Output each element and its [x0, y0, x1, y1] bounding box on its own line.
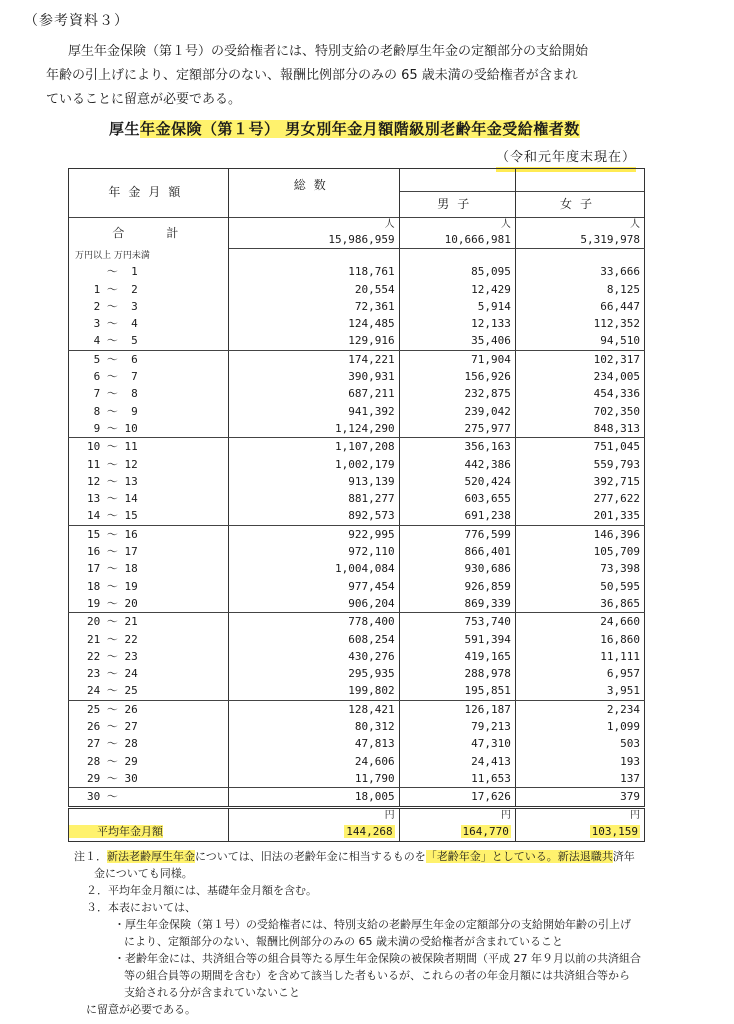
table-row [69, 525, 645, 543]
table-row [69, 507, 645, 525]
avg-total: 144,268 [228, 823, 399, 842]
note-bullet-2: ・老齢年金には、共済組合等の組合員等たる厚生年金保険の被保険者期間（平成 27 年９月以前の共済組合 [114, 952, 641, 965]
header-female: 女子 [515, 192, 644, 218]
table-row [69, 631, 645, 648]
male-cell: 776,599 [399, 525, 515, 543]
total-female: 5,319,978 [515, 231, 644, 249]
male-cell: 195,851 [399, 682, 515, 700]
male-cell: 126,187 [399, 700, 515, 718]
range-label: 3 ～ 4 [69, 315, 229, 332]
table-row [69, 420, 645, 438]
total-cell: 906,204 [228, 595, 399, 613]
female-cell: 392,715 [515, 473, 644, 490]
table-row [69, 403, 645, 420]
female-cell: 848,313 [515, 420, 644, 438]
female-cell: 50,595 [515, 578, 644, 595]
male-cell: 79,213 [399, 718, 515, 735]
female-cell: 33,666 [515, 263, 644, 280]
female-cell: 1,099 [515, 718, 644, 735]
total-cell: 118,761 [228, 263, 399, 280]
male-cell: 288,978 [399, 665, 515, 682]
avg-label: 平均年金月額 [69, 823, 229, 842]
range-label: 9 ～ 10 [69, 420, 229, 438]
title-highlighted: 年金保険（第１号） 男女別年金月額階級別老齢年金受給権者数 [140, 120, 580, 138]
total-cell: 11,790 [228, 770, 399, 788]
range-label: 23 ～ 24 [69, 665, 229, 682]
table-row [69, 298, 645, 315]
table-row [69, 332, 645, 350]
female-cell: 454,336 [515, 385, 644, 402]
total-label: 合 計 [69, 218, 229, 249]
female-cell: 702,350 [515, 403, 644, 420]
female-cell: 751,045 [515, 438, 644, 456]
table-row [69, 263, 645, 280]
as-of-date: （令和元年度末現在） [496, 146, 636, 172]
table-row [69, 578, 645, 595]
note-1: 注１．新法老齢厚生年金については、旧法の老齢年金に相当するものを「老齢年金」としている。新法退職共済年 [74, 850, 635, 863]
intro-line: 年齢の引上げにより、定額部分のない、報酬比例部分のみの 65 歳未満の受給権者が含まれ [46, 68, 578, 83]
table-row [69, 613, 645, 631]
total-cell: 128,421 [228, 700, 399, 718]
total-overall: 15,986,959 [228, 231, 399, 249]
range-label: 11 ～ 12 [69, 456, 229, 473]
avg-female: 103,159 [515, 823, 644, 842]
note-bullet-1-cont: により、定額部分のない、報酬比例部分のみの 65 歳未満の受給権者が含まれていること [124, 935, 563, 948]
male-cell: 11,653 [399, 770, 515, 788]
total-cell: 1,004,084 [228, 560, 399, 577]
unit-person: 人 [399, 218, 515, 232]
total-cell: 941,392 [228, 403, 399, 420]
range-label: 4 ～ 5 [69, 332, 229, 350]
female-cell: 66,447 [515, 298, 644, 315]
table-row [69, 438, 645, 456]
title-prefix: 厚生 [109, 120, 141, 138]
range-label: 19 ～ 20 [69, 595, 229, 613]
total-cell: 295,935 [228, 665, 399, 682]
male-cell: 239,042 [399, 403, 515, 420]
range-label: 15 ～ 16 [69, 525, 229, 543]
range-label: 13 ～ 14 [69, 490, 229, 507]
male-cell: 71,904 [399, 350, 515, 368]
male-cell: 35,406 [399, 332, 515, 350]
table-row [69, 560, 645, 577]
female-cell: 3,951 [515, 682, 644, 700]
header-male: 男子 [399, 192, 515, 218]
table-row [69, 385, 645, 402]
range-label: 22 ～ 23 [69, 648, 229, 665]
header-total: 総数 [228, 169, 399, 218]
female-cell: 105,709 [515, 543, 644, 560]
table-row [69, 368, 645, 385]
total-cell: 913,139 [228, 473, 399, 490]
range-label: 16 ～ 17 [69, 543, 229, 560]
total-cell: 47,813 [228, 735, 399, 752]
total-cell: 199,802 [228, 682, 399, 700]
male-cell: 753,740 [399, 613, 515, 631]
total-cell: 778,400 [228, 613, 399, 631]
female-cell: 137 [515, 770, 644, 788]
total-cell: 129,916 [228, 332, 399, 350]
total-cell: 390,931 [228, 368, 399, 385]
note-bullet-2-cont: 等の組合員等の期間を含む）を含めて該当した者もいるが、これらの者の年金月額には共済組合等から [124, 969, 630, 982]
total-cell: 72,361 [228, 298, 399, 315]
female-cell: 16,860 [515, 631, 644, 648]
header-monthly-amount: 年金月額 [69, 169, 229, 218]
female-cell: 193 [515, 753, 644, 770]
range-label: 28 ～ 29 [69, 753, 229, 770]
total-cell: 124,485 [228, 315, 399, 332]
male-cell: 603,655 [399, 490, 515, 507]
total-cell: 1,002,179 [228, 456, 399, 473]
female-cell: 94,510 [515, 332, 644, 350]
male-cell: 12,133 [399, 315, 515, 332]
table-row [69, 682, 645, 700]
unit-person: 人 [228, 218, 399, 232]
total-male: 10,666,981 [399, 231, 515, 249]
range-label: 25 ～ 26 [69, 700, 229, 718]
total-cell: 24,606 [228, 753, 399, 770]
reference-label: （参考資料３） [24, 13, 129, 29]
table-row [69, 770, 645, 788]
male-cell: 24,413 [399, 753, 515, 770]
table-row [69, 700, 645, 718]
total-cell: 80,312 [228, 718, 399, 735]
total-cell: 1,124,290 [228, 420, 399, 438]
male-cell: 419,165 [399, 648, 515, 665]
intro-paragraph [46, 40, 686, 112]
range-label: 2 ～ 3 [69, 298, 229, 315]
total-cell: 972,110 [228, 543, 399, 560]
note-2: ２．平均年金月額には、基礎年金月額を含む。 [86, 884, 317, 897]
table-row [69, 315, 645, 332]
unit-yen: 円 [515, 807, 644, 823]
table-row [69, 473, 645, 490]
total-cell: 608,254 [228, 631, 399, 648]
table-row [69, 281, 645, 298]
female-cell: 6,957 [515, 665, 644, 682]
range-label: 21 ～ 22 [69, 631, 229, 648]
range-label: 14 ～ 15 [69, 507, 229, 525]
range-label: 17 ～ 18 [69, 560, 229, 577]
total-cell: 881,277 [228, 490, 399, 507]
female-cell: 8,125 [515, 281, 644, 298]
table-row [69, 735, 645, 752]
range-label: 6 ～ 7 [69, 368, 229, 385]
total-cell: 1,107,208 [228, 438, 399, 456]
table-row [69, 788, 645, 807]
unit-yen: 円 [228, 807, 399, 823]
male-cell: 926,859 [399, 578, 515, 595]
range-label: ～ 1 [69, 263, 229, 280]
note-bullet-1: ・厚生年金保険（第１号）の受給権者には、特別支給の老齢厚生年金の定額部分の支給開始年齢の引上げ [114, 918, 631, 931]
male-cell: 356,163 [399, 438, 515, 456]
male-cell: 47,310 [399, 735, 515, 752]
range-label: 30 ～ [69, 788, 229, 807]
total-cell: 892,573 [228, 507, 399, 525]
pension-table [68, 168, 645, 842]
range-label: 12 ～ 13 [69, 473, 229, 490]
table-row [69, 595, 645, 613]
range-label: 24 ～ 25 [69, 682, 229, 700]
male-cell: 442,386 [399, 456, 515, 473]
female-cell: 559,793 [515, 456, 644, 473]
male-cell: 520,424 [399, 473, 515, 490]
total-cell: 18,005 [228, 788, 399, 807]
intro-line: ていることに留意が必要である。 [46, 92, 242, 107]
unit-yen: 円 [399, 807, 515, 823]
female-cell: 277,622 [515, 490, 644, 507]
range-label: 20 ～ 21 [69, 613, 229, 631]
range-label: 26 ～ 27 [69, 718, 229, 735]
male-cell: 12,429 [399, 281, 515, 298]
table-row [69, 648, 645, 665]
female-cell: 73,398 [515, 560, 644, 577]
notes [74, 848, 694, 1018]
female-cell: 24,660 [515, 613, 644, 631]
table-row [69, 753, 645, 770]
table-row [69, 543, 645, 560]
note-3: ３．本表においては、 [86, 901, 196, 914]
male-cell: 275,977 [399, 420, 515, 438]
female-cell: 234,005 [515, 368, 644, 385]
unit-person: 人 [515, 218, 644, 232]
table-row [69, 350, 645, 368]
male-cell: 930,686 [399, 560, 515, 577]
male-cell: 866,401 [399, 543, 515, 560]
note-1-cont: 金についても同様。 [94, 867, 193, 880]
note-bullet-2-cont: 支給される分が含まれていないこと [124, 986, 300, 999]
range-label: 8 ～ 9 [69, 403, 229, 420]
total-cell: 977,454 [228, 578, 399, 595]
female-cell: 112,352 [515, 315, 644, 332]
male-cell: 85,095 [399, 263, 515, 280]
male-cell: 17,626 [399, 788, 515, 807]
range-label: 1 ～ 2 [69, 281, 229, 298]
table-row [69, 456, 645, 473]
total-cell: 922,995 [228, 525, 399, 543]
table-row [69, 718, 645, 735]
female-cell: 102,317 [515, 350, 644, 368]
range-label: 29 ～ 30 [69, 770, 229, 788]
range-label: 27 ～ 28 [69, 735, 229, 752]
total-cell: 687,211 [228, 385, 399, 402]
female-cell: 11,111 [515, 648, 644, 665]
table-row [69, 665, 645, 682]
male-cell: 156,926 [399, 368, 515, 385]
total-cell: 430,276 [228, 648, 399, 665]
female-cell: 2,234 [515, 700, 644, 718]
range-label: 7 ～ 8 [69, 385, 229, 402]
range-label: 5 ～ 6 [69, 350, 229, 368]
intro-line: 厚生年金保険（第１号）の受給権者には、特別支給の老齢厚生年金の定額部分の支給開始 [68, 44, 589, 59]
male-cell: 869,339 [399, 595, 515, 613]
range-label: 10 ～ 11 [69, 438, 229, 456]
female-cell: 379 [515, 788, 644, 807]
total-cell: 174,221 [228, 350, 399, 368]
note-closing: に留意が必要である。 [86, 1003, 196, 1016]
table-title [109, 118, 580, 139]
female-cell: 201,335 [515, 507, 644, 525]
female-cell: 503 [515, 735, 644, 752]
range-label: 18 ～ 19 [69, 578, 229, 595]
table-row [69, 490, 645, 507]
male-cell: 5,914 [399, 298, 515, 315]
female-cell: 146,396 [515, 525, 644, 543]
female-cell: 36,865 [515, 595, 644, 613]
male-cell: 232,875 [399, 385, 515, 402]
range-header: 万円以上 万円未満 [69, 249, 229, 264]
avg-male: 164,770 [399, 823, 515, 842]
total-cell: 20,554 [228, 281, 399, 298]
male-cell: 591,394 [399, 631, 515, 648]
male-cell: 691,238 [399, 507, 515, 525]
